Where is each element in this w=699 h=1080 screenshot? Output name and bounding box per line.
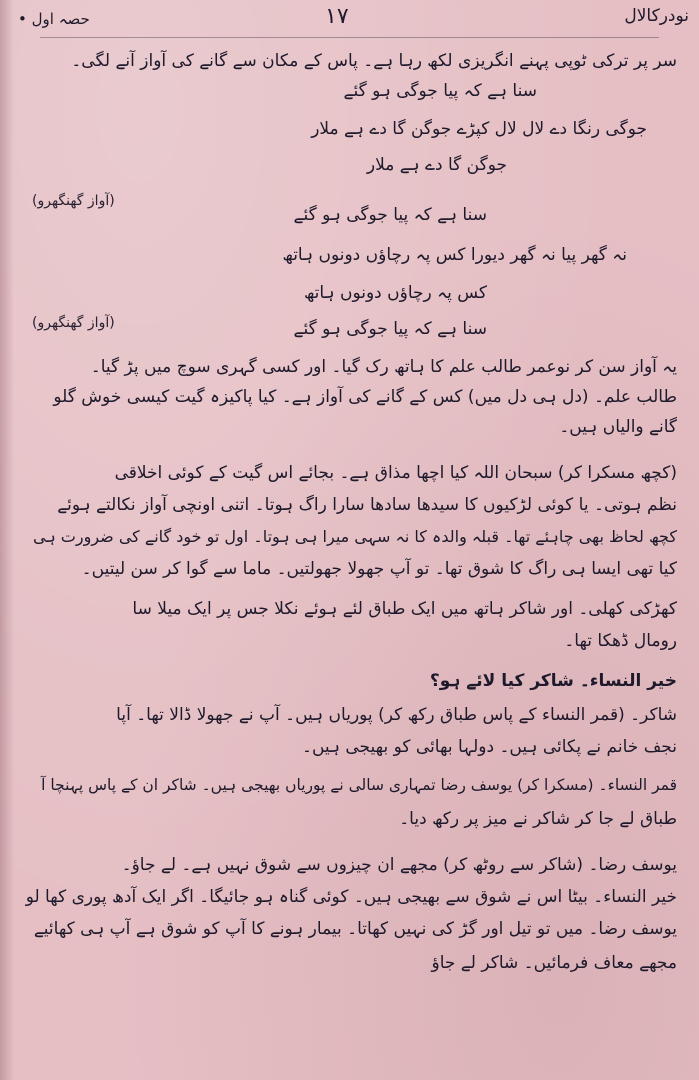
prose-line: نظم ہوتی۔ یا کوئی لڑکیوں کا سیدھا سادھا سارا راگ ہوتا۔ اتنی اونچی آواز نکالتے ہوئے bbox=[57, 495, 677, 515]
stage-direction: (آواز گھنگھرو) bbox=[32, 315, 115, 331]
prose-line: یہ آواز سن کر نوعمر طالب علم کا ہاتھ رک گیا۔ اور کسی گہری سوچ میں پڑ گیا۔ bbox=[90, 357, 677, 377]
verse-line: سنا ہے کہ پیا جوگی ہو گئے bbox=[293, 319, 487, 339]
dialogue-line: شاکر۔ (قمر النساء کے پاس طباق رکھ کر) پوریاں ہیں۔ آپ نے جھولا ڈالا تھا۔ آپا bbox=[116, 705, 677, 725]
section-label: • حصہ اول bbox=[18, 10, 90, 28]
prose-line: (کچھ مسکرا کر) سبحان اللہ کیا اچھا مذاق ہے۔ بجائے اس گیت کے کوئی اخلاقی bbox=[114, 463, 677, 483]
prose-line: طالب علم۔ (دل ہی دل میں) کس کے گانے کی آواز ہے۔ کیا پاکیزہ گیت کیسی خوش گلو bbox=[53, 387, 677, 407]
page-header bbox=[0, 2, 699, 36]
dialogue-line: قمر النساء۔ (مسکرا کر) یوسف رضا تمہاری سالی نے پوریاں بھیجی ہیں۔ شاکر ان کے پاس پہنچا آ bbox=[41, 776, 677, 794]
verse-line: کس پہ رچاؤں دونوں ہاتھ bbox=[303, 283, 487, 303]
page-edge-shadow bbox=[0, 0, 14, 1080]
dialogue-line: یوسف رضا۔ (شاکر سے روٹھ کر) مجھے ان چیزوں سے شوق نہیں ہے۔ لے جاؤ۔ bbox=[121, 855, 677, 875]
verse-line: سنا ہے کہ پیا جوگی ہو گئے bbox=[293, 205, 487, 225]
stage-direction: (آواز گھنگھرو) bbox=[32, 193, 115, 209]
dialogue-line: نجف خانم نے پکائی ہیں۔ دولہا بھائی کو بھیجی ہیں۔ bbox=[301, 737, 677, 757]
dialogue-line: خیر النساء۔ شاکر کیا لائے ہو؟ bbox=[429, 671, 677, 691]
verse-line: جوگی رنگا دے لال لال کپڑے جوگن گا دے ہے ملار bbox=[311, 119, 647, 139]
verse-line: جوگن گا دے ہے ملار bbox=[366, 155, 507, 175]
page-body bbox=[22, 48, 677, 1060]
dialogue-line: مجھے معاف فرمائیں۔ شاکر لے جاؤ bbox=[431, 953, 677, 973]
dialogue-line: یوسف رضا۔ میں تو تیل اور گڑ کی نہیں کھاتا۔ بیمار ہونے کا آپ کو شوق ہے آپ ہی کھائیے bbox=[33, 919, 677, 939]
prose-line: سر پر ترکی ٹوپی پہنے انگریزی لکھ رہا ہے۔ پاس کے مکان سے گانے کی آواز آنے لگی۔ bbox=[71, 51, 677, 71]
prose-line: کھڑکی کھلی۔ اور شاکر ہاتھ میں ایک طباق لئے ہوئے نکلا جس پر ایک میلا سا bbox=[132, 599, 677, 619]
prose-line: رومال ڈھکا تھا۔ bbox=[564, 631, 677, 651]
verse-line: نہ گھر پیا نہ گھر دیورا کس پہ رچاؤں دونوں ہاتھ bbox=[282, 245, 627, 265]
page-number: ١٧ bbox=[325, 4, 349, 29]
prose-line: طباق لے جا کر شاکر نے میز پر رکھ دیا۔ bbox=[399, 809, 677, 829]
verse-line: سنا ہے کہ پیا جوگی ہو گئے bbox=[343, 81, 537, 101]
dialogue-line: خیر النساء۔ بیٹا اس نے شوق سے بھیجی ہیں۔ کوئی گناہ ہو جائیگا۔ اگر ایک آدھ پوری کھا لو bbox=[25, 887, 677, 907]
prose-line: کچھ لحاظ بھی چاہئے تھا۔ قبلہ والدہ کا نہ سہی میرا ہی ہوتا۔ اول تو خود گانے کی ضرورت ہی bbox=[33, 527, 677, 546]
prose-line: گانے والیاں ہیں۔ bbox=[559, 417, 677, 437]
prose-line: کیا تھی ایسا ہی راگ کا شوق تھا۔ تو آپ جھولا جھولتیں۔ ماما سے گوا کر سن لیتیں۔ bbox=[81, 559, 677, 579]
book-title: نودرکالال bbox=[624, 6, 689, 26]
header-rule bbox=[40, 37, 659, 38]
